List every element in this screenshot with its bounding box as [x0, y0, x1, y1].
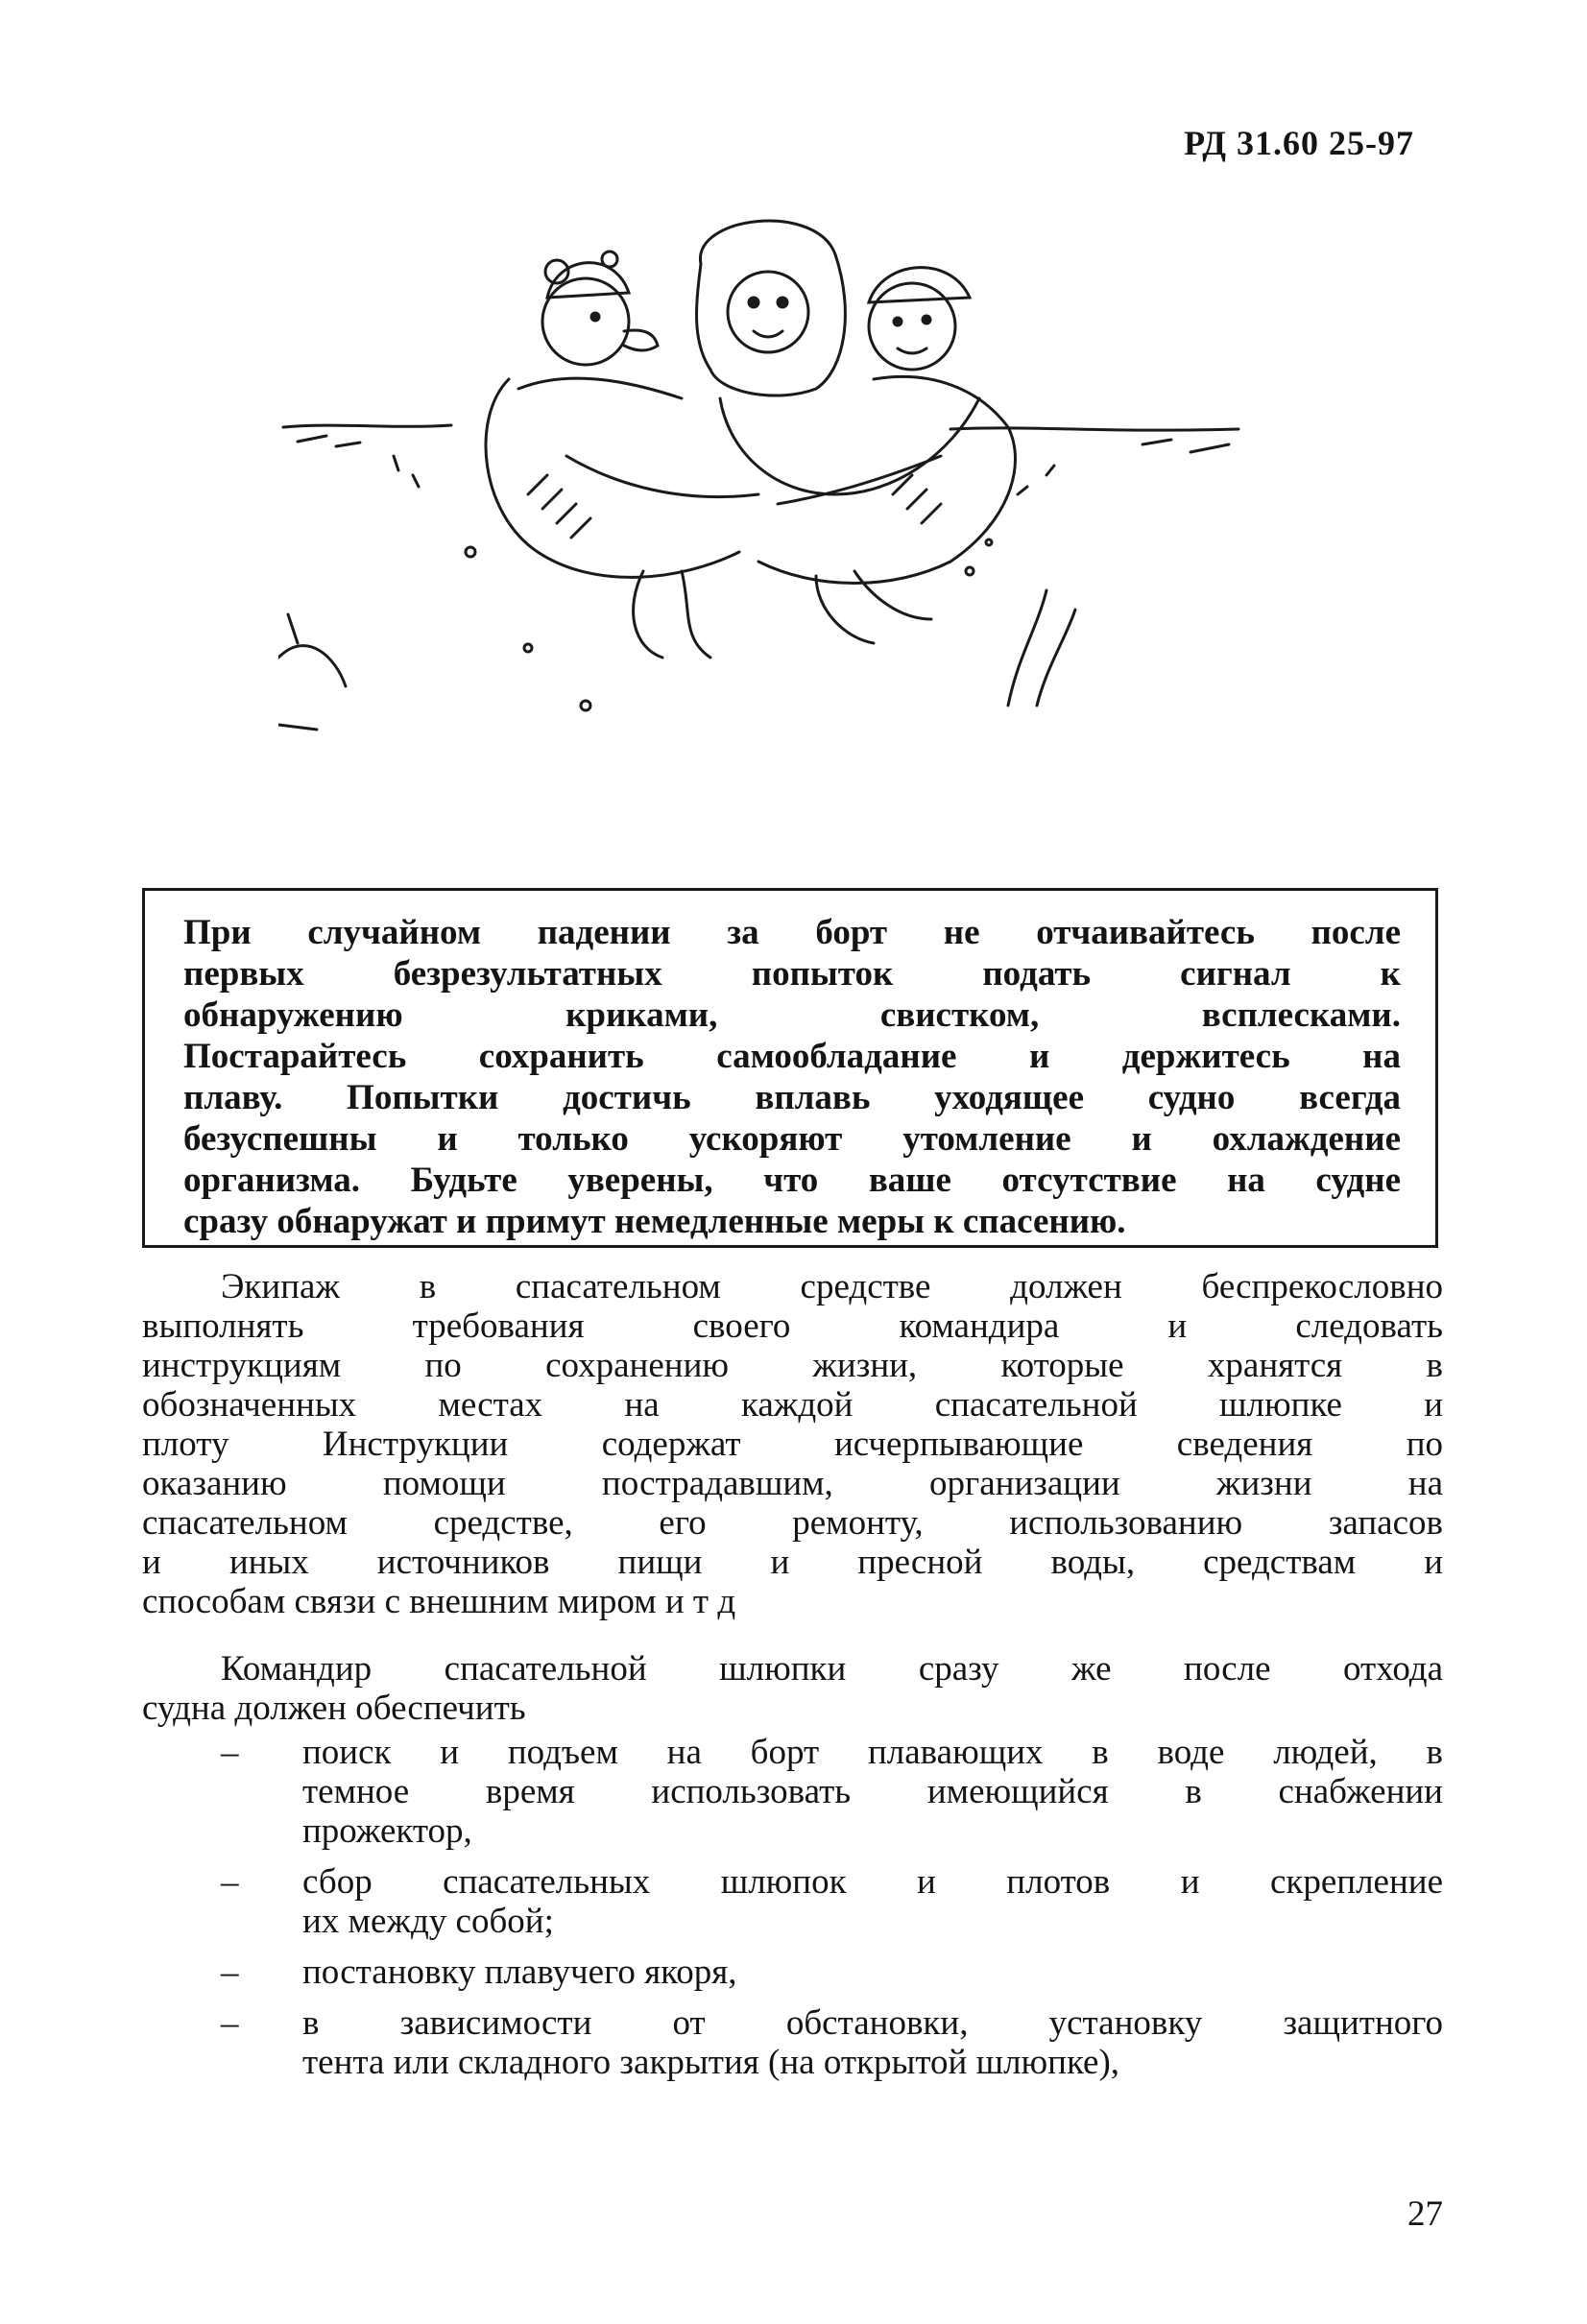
- text-line: обозначенных местах на каждой спасательной шлюпке и: [142, 1385, 1443, 1425]
- paragraph-commander-duties: [142, 1649, 1443, 1728]
- notice-line: первых безрезультатных попыток подать сигнал к: [183, 954, 1401, 994]
- text-line: прожектор,: [302, 1811, 472, 1851]
- text-line: Командир спасательной шлюпки сразу же после отхода: [221, 1649, 1443, 1689]
- text-line: темное время использовать имеющийся в снабжении: [302, 1772, 1443, 1811]
- list-item: [142, 2003, 1443, 2082]
- text-line: их между собой;: [302, 1902, 554, 1941]
- notice-line: При случайном падении за борт не отчаивайтесь после: [183, 913, 1401, 952]
- text-line: выполнять требования своего командира и следовать: [142, 1306, 1443, 1346]
- list-dash: –: [221, 1862, 239, 1902]
- text-line: спасательном средстве, его ремонту, использованию запасов: [142, 1503, 1443, 1543]
- list-dash: –: [221, 1733, 239, 1772]
- text-line: плоту Инструкции содержат исчерпывающие сведения по: [142, 1425, 1443, 1464]
- text-line: тента или складного закрытия (на открытой шлюпке),: [302, 2043, 1120, 2082]
- text-line: и иных источников пищи и пресной воды, средствам и: [142, 1543, 1443, 1582]
- document-code: РД 31.60 25-97: [1184, 124, 1414, 162]
- list-item: [142, 1953, 1443, 1992]
- list-item: [142, 1862, 1443, 1941]
- list-dash: –: [221, 2003, 239, 2043]
- list-dash: –: [221, 1953, 239, 1992]
- notice-box: [142, 888, 1438, 1248]
- notice-line: Постарайтесь сохранить самообладание и держитесь на: [183, 1037, 1401, 1076]
- notice-line: организма. Будьте уверены, что ваше отсутствие на судне: [183, 1161, 1401, 1200]
- text-line: сбор спасательных шлюпок и плотов и скрепление: [302, 1862, 1443, 1902]
- text-line: Экипаж в спасательном средстве должен беспрекословно: [221, 1267, 1443, 1306]
- text-line: судна должен обеспечить: [142, 1689, 526, 1728]
- text-line: способам связи с внешним миром и т д: [142, 1582, 736, 1621]
- notice-line: обнаружению криками, свистком, всплесками.: [183, 995, 1401, 1035]
- text-line: инструкциям по сохранению жизни, которые хранятся в: [142, 1346, 1443, 1385]
- page-number: 27: [1407, 2194, 1443, 2234]
- text-line: постановку плавучего якоря,: [302, 1953, 737, 1992]
- text-line: оказанию помощи пострадавшим, организации жизни на: [142, 1464, 1443, 1503]
- notice-line: плаву. Попытки достичь вплавь уходящее судно всегда: [183, 1078, 1401, 1117]
- notice-line: безуспешны и только ускоряют утомление и охлаждение: [183, 1119, 1401, 1159]
- paragraph-crew-instructions: [142, 1267, 1443, 1621]
- duties-list: [142, 1733, 1443, 2094]
- notice-line: сразу обнаружат и примут немедленные меры к спасению.: [183, 1202, 1126, 1241]
- list-item: [142, 1733, 1443, 1851]
- text-line: в зависимости от обстановки, установку защитного: [302, 2003, 1443, 2043]
- three-people-in-water-illustration: [278, 206, 1306, 821]
- text-line: поиск и подъем на борт плавающих в воде людей, в: [302, 1733, 1443, 1772]
